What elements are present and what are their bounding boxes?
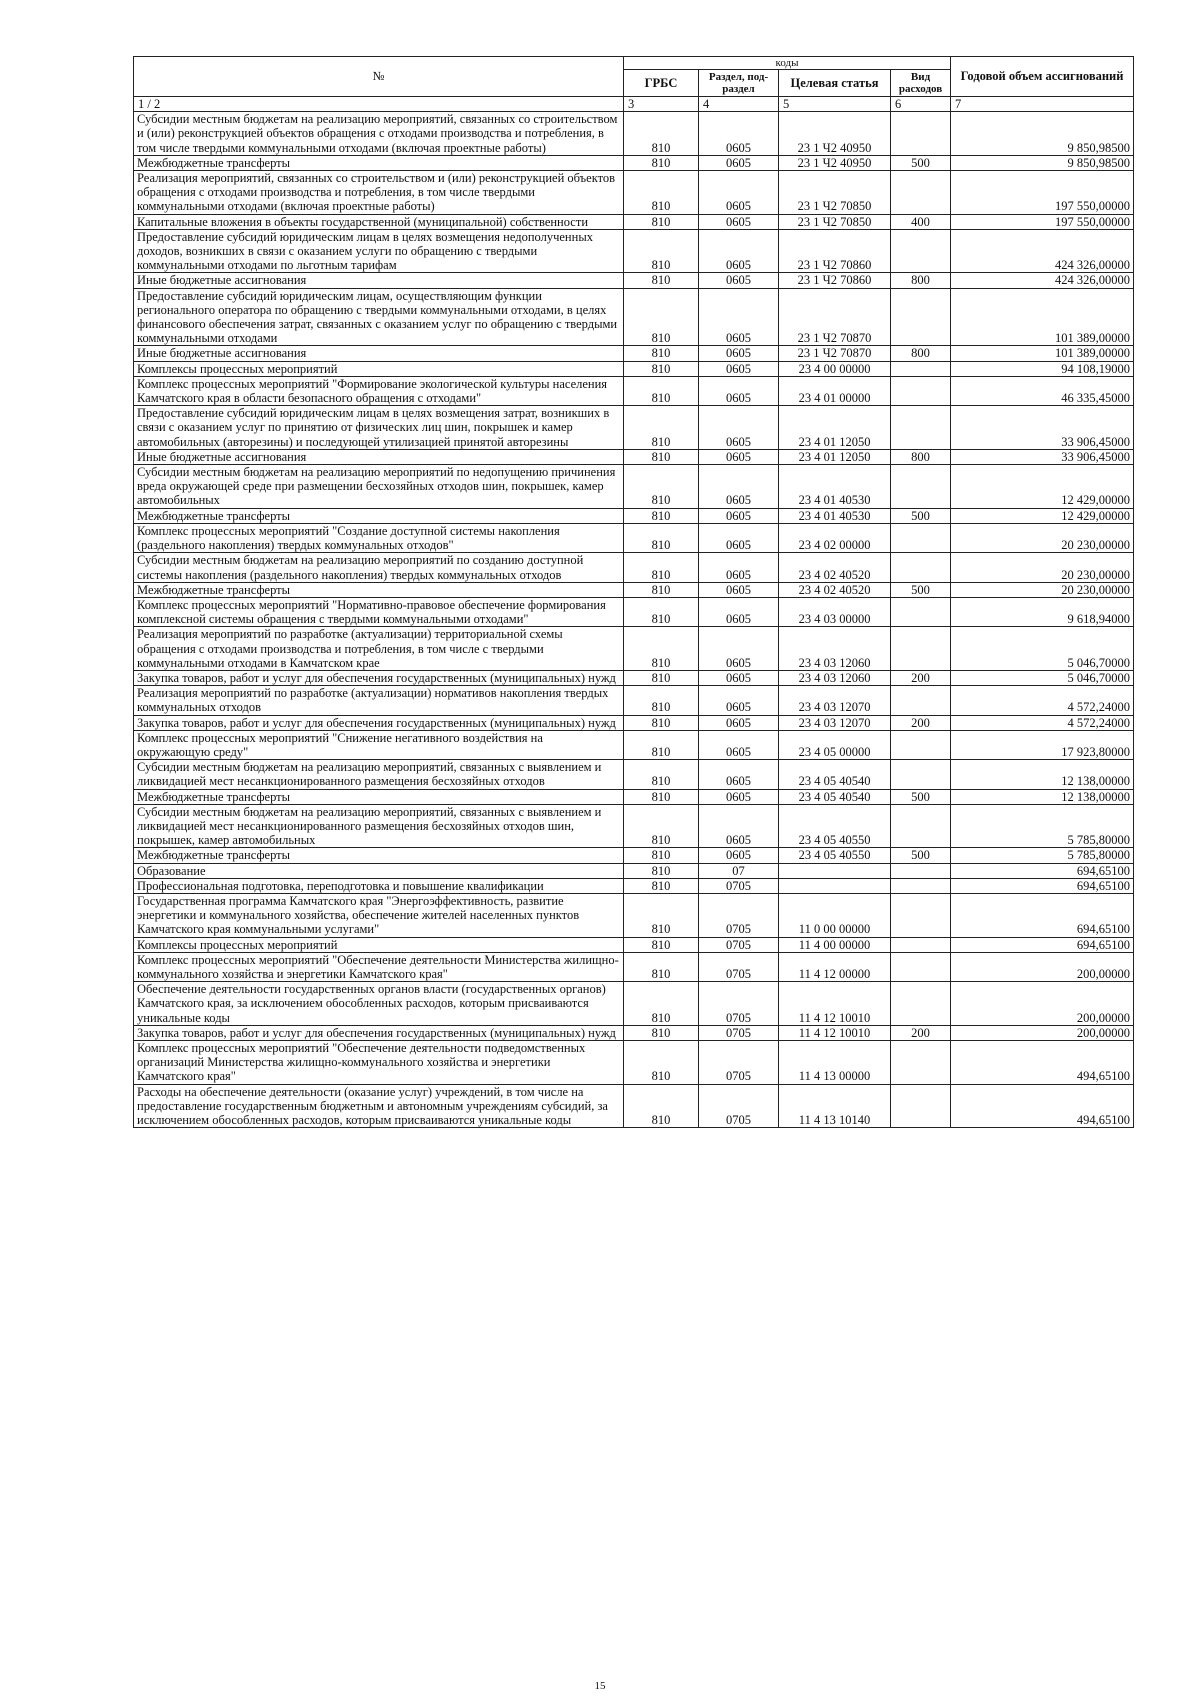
table-row bbox=[134, 952, 1134, 981]
cell-grbs: 810 bbox=[624, 273, 699, 288]
cell-razdel: 0605 bbox=[699, 155, 779, 170]
cell-name: Межбюджетные трансферты bbox=[134, 789, 624, 804]
table-row bbox=[134, 982, 1134, 1026]
cell-annual-volume: 5 785,80000 bbox=[951, 848, 1134, 863]
cell-razdel: 0605 bbox=[699, 376, 779, 405]
cell-razdel: 0605 bbox=[699, 508, 779, 523]
cell-razdel: 0705 bbox=[699, 893, 779, 937]
cell-annual-volume: 20 230,00000 bbox=[951, 582, 1134, 597]
cell-name: Комплекс процессных мероприятий "Формирование экологической культуры населения Камчатского края в области безопасного обращения с отходами" bbox=[134, 376, 624, 405]
cell-expense-type: 500 bbox=[891, 508, 951, 523]
cell-grbs: 810 bbox=[624, 804, 699, 848]
header-grbs: ГРБС bbox=[624, 70, 699, 97]
cell-grbs: 810 bbox=[624, 878, 699, 893]
table-row bbox=[134, 171, 1134, 215]
budget-table-sheet bbox=[133, 56, 1133, 1128]
cell-annual-volume: 5 785,80000 bbox=[951, 804, 1134, 848]
header-target-article: Целевая статья bbox=[779, 70, 891, 97]
cell-target-article: 23 1 Ч2 70850 bbox=[779, 214, 891, 229]
cell-target-article: 23 1 Ч2 40950 bbox=[779, 155, 891, 170]
cell-grbs: 810 bbox=[624, 597, 699, 626]
cell-annual-volume: 20 230,00000 bbox=[951, 553, 1134, 582]
page-number: 15 bbox=[594, 1680, 606, 1692]
cell-target-article: 23 4 05 40550 bbox=[779, 804, 891, 848]
table-row bbox=[134, 597, 1134, 626]
cell-target-article: 11 4 12 10010 bbox=[779, 1025, 891, 1040]
cell-name: Межбюджетные трансферты bbox=[134, 155, 624, 170]
cell-annual-volume: 200,00000 bbox=[951, 952, 1134, 981]
cell-expense-type bbox=[891, 982, 951, 1026]
table-row bbox=[134, 863, 1134, 878]
cell-expense-type bbox=[891, 686, 951, 715]
cell-annual-volume: 5 046,70000 bbox=[951, 627, 1134, 671]
table-row bbox=[134, 686, 1134, 715]
cell-grbs: 810 bbox=[624, 937, 699, 952]
cell-name: Закупка товаров, работ и услуг для обеспечения государственных (муниципальных) нужд bbox=[134, 670, 624, 685]
cell-name: Закупка товаров, работ и услуг для обеспечения государственных (муниципальных) нужд bbox=[134, 715, 624, 730]
cell-grbs: 810 bbox=[624, 171, 699, 215]
cell-target-article: 23 1 Ч2 70850 bbox=[779, 171, 891, 215]
table-row bbox=[134, 376, 1134, 405]
cell-grbs: 810 bbox=[624, 627, 699, 671]
cell-name: Межбюджетные трансферты bbox=[134, 508, 624, 523]
cell-name: Субсидии местным бюджетам на реализацию мероприятий, связанных с выявлением и ликвидацией мест несанкционированного размещения бесхозяйных отходов bbox=[134, 760, 624, 789]
column-number-6: 6 bbox=[891, 97, 951, 112]
cell-target-article: 23 1 Ч2 70870 bbox=[779, 346, 891, 361]
cell-grbs: 810 bbox=[624, 982, 699, 1026]
cell-grbs: 810 bbox=[624, 1084, 699, 1128]
table-header bbox=[134, 57, 1134, 97]
table-row bbox=[134, 670, 1134, 685]
cell-name: Реализация мероприятий по разработке (актуализации) территориальной схемы обращения с отходами производства и потребления, в том числе с твердыми коммунальными отходами в Камчатском крае bbox=[134, 627, 624, 671]
cell-name: Комплекс процессных мероприятий "Обеспечение деятельности подведомственных организаций Министерства жилищно-коммунального хозяйства и энергетики Камчатского края" bbox=[134, 1041, 624, 1085]
cell-razdel: 0705 bbox=[699, 878, 779, 893]
cell-expense-type bbox=[891, 523, 951, 552]
cell-target-article: 23 4 03 12070 bbox=[779, 686, 891, 715]
cell-razdel: 0605 bbox=[699, 449, 779, 464]
header-number: № bbox=[134, 57, 624, 97]
cell-expense-type bbox=[891, 804, 951, 848]
cell-target-article bbox=[779, 878, 891, 893]
cell-target-article: 23 4 02 00000 bbox=[779, 523, 891, 552]
table-row bbox=[134, 508, 1134, 523]
table-row bbox=[134, 730, 1134, 759]
table-row bbox=[134, 582, 1134, 597]
cell-name: Субсидии местным бюджетам на реализацию мероприятий по недопущению причинения вреда окружающей среде при размещении бесхозяйных отходов шин, покрышек, камер автомобильных bbox=[134, 465, 624, 509]
cell-razdel: 0605 bbox=[699, 627, 779, 671]
cell-name: Межбюджетные трансферты bbox=[134, 848, 624, 863]
budget-allocations-table bbox=[133, 56, 1134, 1128]
cell-annual-volume: 4 572,24000 bbox=[951, 715, 1134, 730]
cell-expense-type: 500 bbox=[891, 155, 951, 170]
cell-annual-volume: 9 618,94000 bbox=[951, 597, 1134, 626]
cell-annual-volume: 694,65100 bbox=[951, 863, 1134, 878]
cell-target-article: 23 4 05 40540 bbox=[779, 760, 891, 789]
cell-expense-type bbox=[891, 863, 951, 878]
column-numbers-row bbox=[134, 97, 1134, 112]
cell-target-article: 23 4 03 12060 bbox=[779, 627, 891, 671]
cell-target-article: 11 4 12 10010 bbox=[779, 982, 891, 1026]
cell-expense-type bbox=[891, 730, 951, 759]
cell-grbs: 810 bbox=[624, 893, 699, 937]
cell-target-article: 23 4 01 12050 bbox=[779, 406, 891, 450]
cell-grbs: 810 bbox=[624, 465, 699, 509]
cell-grbs: 810 bbox=[624, 229, 699, 273]
cell-razdel: 0605 bbox=[699, 804, 779, 848]
cell-annual-volume: 197 550,00000 bbox=[951, 171, 1134, 215]
cell-name: Образование bbox=[134, 863, 624, 878]
column-number-4: 4 bbox=[699, 97, 779, 112]
cell-target-article: 23 4 01 00000 bbox=[779, 376, 891, 405]
header-expense-type: Вид расходов bbox=[891, 70, 951, 97]
cell-expense-type bbox=[891, 760, 951, 789]
cell-razdel: 0705 bbox=[699, 1084, 779, 1128]
cell-annual-volume: 33 906,45000 bbox=[951, 449, 1134, 464]
cell-annual-volume: 694,65100 bbox=[951, 937, 1134, 952]
cell-expense-type: 800 bbox=[891, 346, 951, 361]
table-row bbox=[134, 878, 1134, 893]
header-razdel: Раздел, под-раздел bbox=[699, 70, 779, 97]
table-row bbox=[134, 848, 1134, 863]
cell-razdel: 0605 bbox=[699, 789, 779, 804]
cell-grbs: 810 bbox=[624, 863, 699, 878]
cell-expense-type: 200 bbox=[891, 1025, 951, 1040]
cell-expense-type: 800 bbox=[891, 449, 951, 464]
cell-expense-type bbox=[891, 112, 951, 156]
cell-expense-type bbox=[891, 406, 951, 450]
cell-annual-volume: 5 046,70000 bbox=[951, 670, 1134, 685]
cell-name: Иные бюджетные ассигнования bbox=[134, 346, 624, 361]
cell-razdel: 0605 bbox=[699, 214, 779, 229]
cell-target-article: 23 4 01 40530 bbox=[779, 465, 891, 509]
table-row bbox=[134, 715, 1134, 730]
cell-grbs: 810 bbox=[624, 730, 699, 759]
cell-name: Реализация мероприятий, связанных со строительством и (или) реконструкцией объектов обращения с отходами производства и потребления, в том числе твердыми коммунальными отходами (включая проектные работы) bbox=[134, 171, 624, 215]
cell-grbs: 810 bbox=[624, 523, 699, 552]
cell-grbs: 810 bbox=[624, 155, 699, 170]
cell-razdel: 0705 bbox=[699, 982, 779, 1026]
cell-target-article: 11 0 00 00000 bbox=[779, 893, 891, 937]
cell-name: Межбюджетные трансферты bbox=[134, 582, 624, 597]
cell-razdel: 0605 bbox=[699, 760, 779, 789]
cell-target-article bbox=[779, 863, 891, 878]
cell-expense-type: 500 bbox=[891, 789, 951, 804]
cell-name: Иные бюджетные ассигнования bbox=[134, 449, 624, 464]
cell-target-article: 11 4 13 10140 bbox=[779, 1084, 891, 1128]
table-row bbox=[134, 361, 1134, 376]
column-number-2: 2 bbox=[153, 97, 161, 111]
cell-grbs: 810 bbox=[624, 848, 699, 863]
cell-razdel: 0605 bbox=[699, 406, 779, 450]
cell-target-article: 23 1 Ч2 70860 bbox=[779, 229, 891, 273]
cell-annual-volume: 424 326,00000 bbox=[951, 273, 1134, 288]
cell-grbs: 810 bbox=[624, 508, 699, 523]
cell-grbs: 810 bbox=[624, 1025, 699, 1040]
cell-name: Капитальные вложения в объекты государственной (муниципальной) собственности bbox=[134, 214, 624, 229]
cell-razdel: 0605 bbox=[699, 288, 779, 346]
cell-annual-volume: 101 389,00000 bbox=[951, 288, 1134, 346]
cell-annual-volume: 694,65100 bbox=[951, 878, 1134, 893]
cell-target-article: 23 4 03 12060 bbox=[779, 670, 891, 685]
cell-grbs: 810 bbox=[624, 1041, 699, 1085]
cell-razdel: 0605 bbox=[699, 848, 779, 863]
cell-expense-type bbox=[891, 376, 951, 405]
cell-annual-volume: 101 389,00000 bbox=[951, 346, 1134, 361]
cell-name: Субсидии местным бюджетам на реализацию мероприятий, связанных со строительством и (или) реконструкцией объектов обращения с отходами производства и потребления, в том числе твердыми коммунальными отходами (включая проектные работы) bbox=[134, 112, 624, 156]
cell-razdel: 0605 bbox=[699, 361, 779, 376]
cell-razdel: 0605 bbox=[699, 229, 779, 273]
cell-annual-volume: 12 429,00000 bbox=[951, 465, 1134, 509]
column-number-3: 3 bbox=[624, 97, 699, 112]
cell-name: Государственная программа Камчатского края "Энергоэффективность, развитие энергетики и коммунального хозяйства, обеспечение жителей населенных пунктов Камчатского края коммунальными услугами" bbox=[134, 893, 624, 937]
table-row bbox=[134, 214, 1134, 229]
cell-expense-type bbox=[891, 893, 951, 937]
cell-grbs: 810 bbox=[624, 288, 699, 346]
cell-name: Предоставление субсидий юридическим лицам в целях возмещения недополученных доходов, возникших в связи с оказанием услуги по обращению с твердыми коммунальными отходами по льготным тарифам bbox=[134, 229, 624, 273]
table-body bbox=[134, 112, 1134, 1128]
cell-expense-type bbox=[891, 1041, 951, 1085]
cell-grbs: 810 bbox=[624, 346, 699, 361]
cell-target-article: 11 4 12 00000 bbox=[779, 952, 891, 981]
cell-grbs: 810 bbox=[624, 449, 699, 464]
column-number-7: 7 bbox=[951, 97, 1134, 112]
cell-razdel: 0605 bbox=[699, 112, 779, 156]
cell-target-article: 23 4 05 00000 bbox=[779, 730, 891, 759]
cell-grbs: 810 bbox=[624, 361, 699, 376]
cell-target-article: 23 4 05 40540 bbox=[779, 789, 891, 804]
cell-expense-type bbox=[891, 229, 951, 273]
cell-grbs: 810 bbox=[624, 670, 699, 685]
cell-grbs: 810 bbox=[624, 760, 699, 789]
cell-name: Обеспечение деятельности государственных органов власти (государственных органов) Камчатского края, за исключением обособленных расходов, которым присваиваются уникальные коды bbox=[134, 982, 624, 1026]
cell-annual-volume: 424 326,00000 bbox=[951, 229, 1134, 273]
cell-razdel: 0605 bbox=[699, 686, 779, 715]
table-row bbox=[134, 523, 1134, 552]
cell-target-article: 11 4 00 00000 bbox=[779, 937, 891, 952]
cell-grbs: 810 bbox=[624, 553, 699, 582]
cell-razdel: 0705 bbox=[699, 1025, 779, 1040]
cell-target-article: 11 4 13 00000 bbox=[779, 1041, 891, 1085]
cell-grbs: 810 bbox=[624, 582, 699, 597]
cell-target-article: 23 4 02 40520 bbox=[779, 553, 891, 582]
cell-name: Комплексы процессных мероприятий bbox=[134, 361, 624, 376]
cell-annual-volume: 4 572,24000 bbox=[951, 686, 1134, 715]
cell-annual-volume: 94 108,19000 bbox=[951, 361, 1134, 376]
cell-name: Расходы на обеспечение деятельности (оказание услуг) учреждений, в том числе на предоставление государственным бюджетным и автономным учреждениям субсидий, за исключением обособленных расходов, которым присваиваются уникальные коды bbox=[134, 1084, 624, 1128]
table-row bbox=[134, 465, 1134, 509]
cell-razdel: 0605 bbox=[699, 523, 779, 552]
cell-name: Комплекс процессных мероприятий "Создание доступной системы накопления (раздельного накопления) твердых коммунальных отходов" bbox=[134, 523, 624, 552]
cell-target-article: 23 1 Ч2 70860 bbox=[779, 273, 891, 288]
table-row bbox=[134, 273, 1134, 288]
cell-annual-volume: 200,00000 bbox=[951, 982, 1134, 1026]
cell-target-article: 23 4 01 40530 bbox=[779, 508, 891, 523]
cell-grbs: 810 bbox=[624, 715, 699, 730]
column-number-1: 1 bbox=[138, 97, 145, 111]
cell-razdel: 0605 bbox=[699, 273, 779, 288]
cell-name: Комплекс процессных мероприятий "Обеспечение деятельности Министерства жилищно-коммунального хозяйства и энергетики Камчатского края" bbox=[134, 952, 624, 981]
cell-annual-volume: 694,65100 bbox=[951, 893, 1134, 937]
cell-expense-type bbox=[891, 171, 951, 215]
table-row bbox=[134, 346, 1134, 361]
cell-razdel: 0705 bbox=[699, 1041, 779, 1085]
table-row bbox=[134, 553, 1134, 582]
cell-annual-volume: 33 906,45000 bbox=[951, 406, 1134, 450]
cell-annual-volume: 494,65100 bbox=[951, 1084, 1134, 1128]
cell-grbs: 810 bbox=[624, 406, 699, 450]
cell-grbs: 810 bbox=[624, 952, 699, 981]
cell-razdel: 07 bbox=[699, 863, 779, 878]
cell-grbs: 810 bbox=[624, 686, 699, 715]
cell-expense-type: 400 bbox=[891, 214, 951, 229]
cell-target-article: 23 4 03 12070 bbox=[779, 715, 891, 730]
cell-annual-volume: 494,65100 bbox=[951, 1041, 1134, 1085]
cell-grbs: 810 bbox=[624, 789, 699, 804]
cell-grbs: 810 bbox=[624, 112, 699, 156]
cell-name: Иные бюджетные ассигнования bbox=[134, 273, 624, 288]
cell-name: Субсидии местным бюджетам на реализацию мероприятий, связанных с выявлением и ликвидацией мест несанкционированного размещения бесхозяйных отходов шин, покрышек, камер автомобильных bbox=[134, 804, 624, 848]
cell-expense-type bbox=[891, 1084, 951, 1128]
cell-name: Реализация мероприятий по разработке (актуализации) нормативов накопления твердых коммунальных отходов bbox=[134, 686, 624, 715]
cell-expense-type: 200 bbox=[891, 670, 951, 685]
table-row bbox=[134, 789, 1134, 804]
cell-target-article: 23 4 05 40550 bbox=[779, 848, 891, 863]
cell-razdel: 0605 bbox=[699, 171, 779, 215]
cell-grbs: 810 bbox=[624, 376, 699, 405]
cell-expense-type bbox=[891, 878, 951, 893]
cell-expense-type bbox=[891, 288, 951, 346]
table-row bbox=[134, 112, 1134, 156]
cell-razdel: 0605 bbox=[699, 346, 779, 361]
table-row bbox=[134, 893, 1134, 937]
cell-name: Предоставление субсидий юридическим лицам в целях возмещения затрат, возникших в связи с оказанием услуг по принятию от физических лиц шин, покрышек и камер автомобильных (авторезины) и последующей утилизацией принятой авторезины bbox=[134, 406, 624, 450]
cell-target-article: 23 4 00 00000 bbox=[779, 361, 891, 376]
cell-expense-type bbox=[891, 597, 951, 626]
cell-expense-type bbox=[891, 465, 951, 509]
cell-annual-volume: 200,00000 bbox=[951, 1025, 1134, 1040]
cell-annual-volume: 12 138,00000 bbox=[951, 760, 1134, 789]
cell-annual-volume: 17 923,80000 bbox=[951, 730, 1134, 759]
cell-expense-type bbox=[891, 361, 951, 376]
cell-annual-volume: 12 138,00000 bbox=[951, 789, 1134, 804]
header-annual-volume: Годовой объем ассигнований bbox=[951, 57, 1134, 97]
table-row bbox=[134, 288, 1134, 346]
cell-name: Закупка товаров, работ и услуг для обеспечения государственных (муниципальных) нужд bbox=[134, 1025, 624, 1040]
table-row bbox=[134, 937, 1134, 952]
cell-razdel: 0605 bbox=[699, 553, 779, 582]
table-row bbox=[134, 229, 1134, 273]
cell-razdel: 0705 bbox=[699, 937, 779, 952]
column-number-5: 5 bbox=[779, 97, 891, 112]
cell-razdel: 0605 bbox=[699, 670, 779, 685]
cell-target-article: 23 4 03 00000 bbox=[779, 597, 891, 626]
table-row bbox=[134, 627, 1134, 671]
header-codes: коды bbox=[624, 57, 951, 70]
cell-expense-type bbox=[891, 937, 951, 952]
cell-target-article: 23 4 01 12050 bbox=[779, 449, 891, 464]
cell-name: Комплексы процессных мероприятий bbox=[134, 937, 624, 952]
cell-grbs: 810 bbox=[624, 214, 699, 229]
cell-name: Субсидии местным бюджетам на реализацию мероприятий по созданию доступной системы накопления (раздельного накопления) твердых коммунальных отходов bbox=[134, 553, 624, 582]
cell-expense-type bbox=[891, 952, 951, 981]
table-row bbox=[134, 1084, 1134, 1128]
cell-expense-type: 500 bbox=[891, 582, 951, 597]
table-row bbox=[134, 155, 1134, 170]
cell-razdel: 0605 bbox=[699, 465, 779, 509]
cell-expense-type: 800 bbox=[891, 273, 951, 288]
table-row bbox=[134, 449, 1134, 464]
cell-name: Профессиональная подготовка, переподготовка и повышение квалификации bbox=[134, 878, 624, 893]
cell-expense-type bbox=[891, 553, 951, 582]
cell-name: Предоставление субсидий юридическим лицам, осуществляющим функции регионального оператора по обращению с твердыми коммунальными отходами, в целях финансового обеспечения затрат, связанных с оказанием услуг по обращению с твердыми коммунальными отходами bbox=[134, 288, 624, 346]
table-row bbox=[134, 804, 1134, 848]
column-number: 1 / 2 bbox=[134, 97, 624, 112]
cell-annual-volume: 20 230,00000 bbox=[951, 523, 1134, 552]
cell-razdel: 0605 bbox=[699, 715, 779, 730]
table-row bbox=[134, 760, 1134, 789]
cell-annual-volume: 12 429,00000 bbox=[951, 508, 1134, 523]
table-row bbox=[134, 406, 1134, 450]
cell-expense-type: 200 bbox=[891, 715, 951, 730]
cell-expense-type: 500 bbox=[891, 848, 951, 863]
cell-razdel: 0605 bbox=[699, 730, 779, 759]
cell-name: Комплекс процессных мероприятий "Снижение негативного воздействия на окружающую среду" bbox=[134, 730, 624, 759]
cell-annual-volume: 9 850,98500 bbox=[951, 155, 1134, 170]
cell-target-article: 23 1 Ч2 40950 bbox=[779, 112, 891, 156]
cell-target-article: 23 4 02 40520 bbox=[779, 582, 891, 597]
cell-annual-volume: 9 850,98500 bbox=[951, 112, 1134, 156]
cell-annual-volume: 46 335,45000 bbox=[951, 376, 1134, 405]
cell-target-article: 23 1 Ч2 70870 bbox=[779, 288, 891, 346]
cell-razdel: 0605 bbox=[699, 582, 779, 597]
cell-annual-volume: 197 550,00000 bbox=[951, 214, 1134, 229]
table-row bbox=[134, 1041, 1134, 1085]
cell-expense-type bbox=[891, 627, 951, 671]
cell-name: Комплекс процессных мероприятий "Нормативно-правовое обеспечение формирования комплексной системы обращения с твердыми коммунальными отходами" bbox=[134, 597, 624, 626]
cell-razdel: 0705 bbox=[699, 952, 779, 981]
cell-razdel: 0605 bbox=[699, 597, 779, 626]
table-row bbox=[134, 1025, 1134, 1040]
